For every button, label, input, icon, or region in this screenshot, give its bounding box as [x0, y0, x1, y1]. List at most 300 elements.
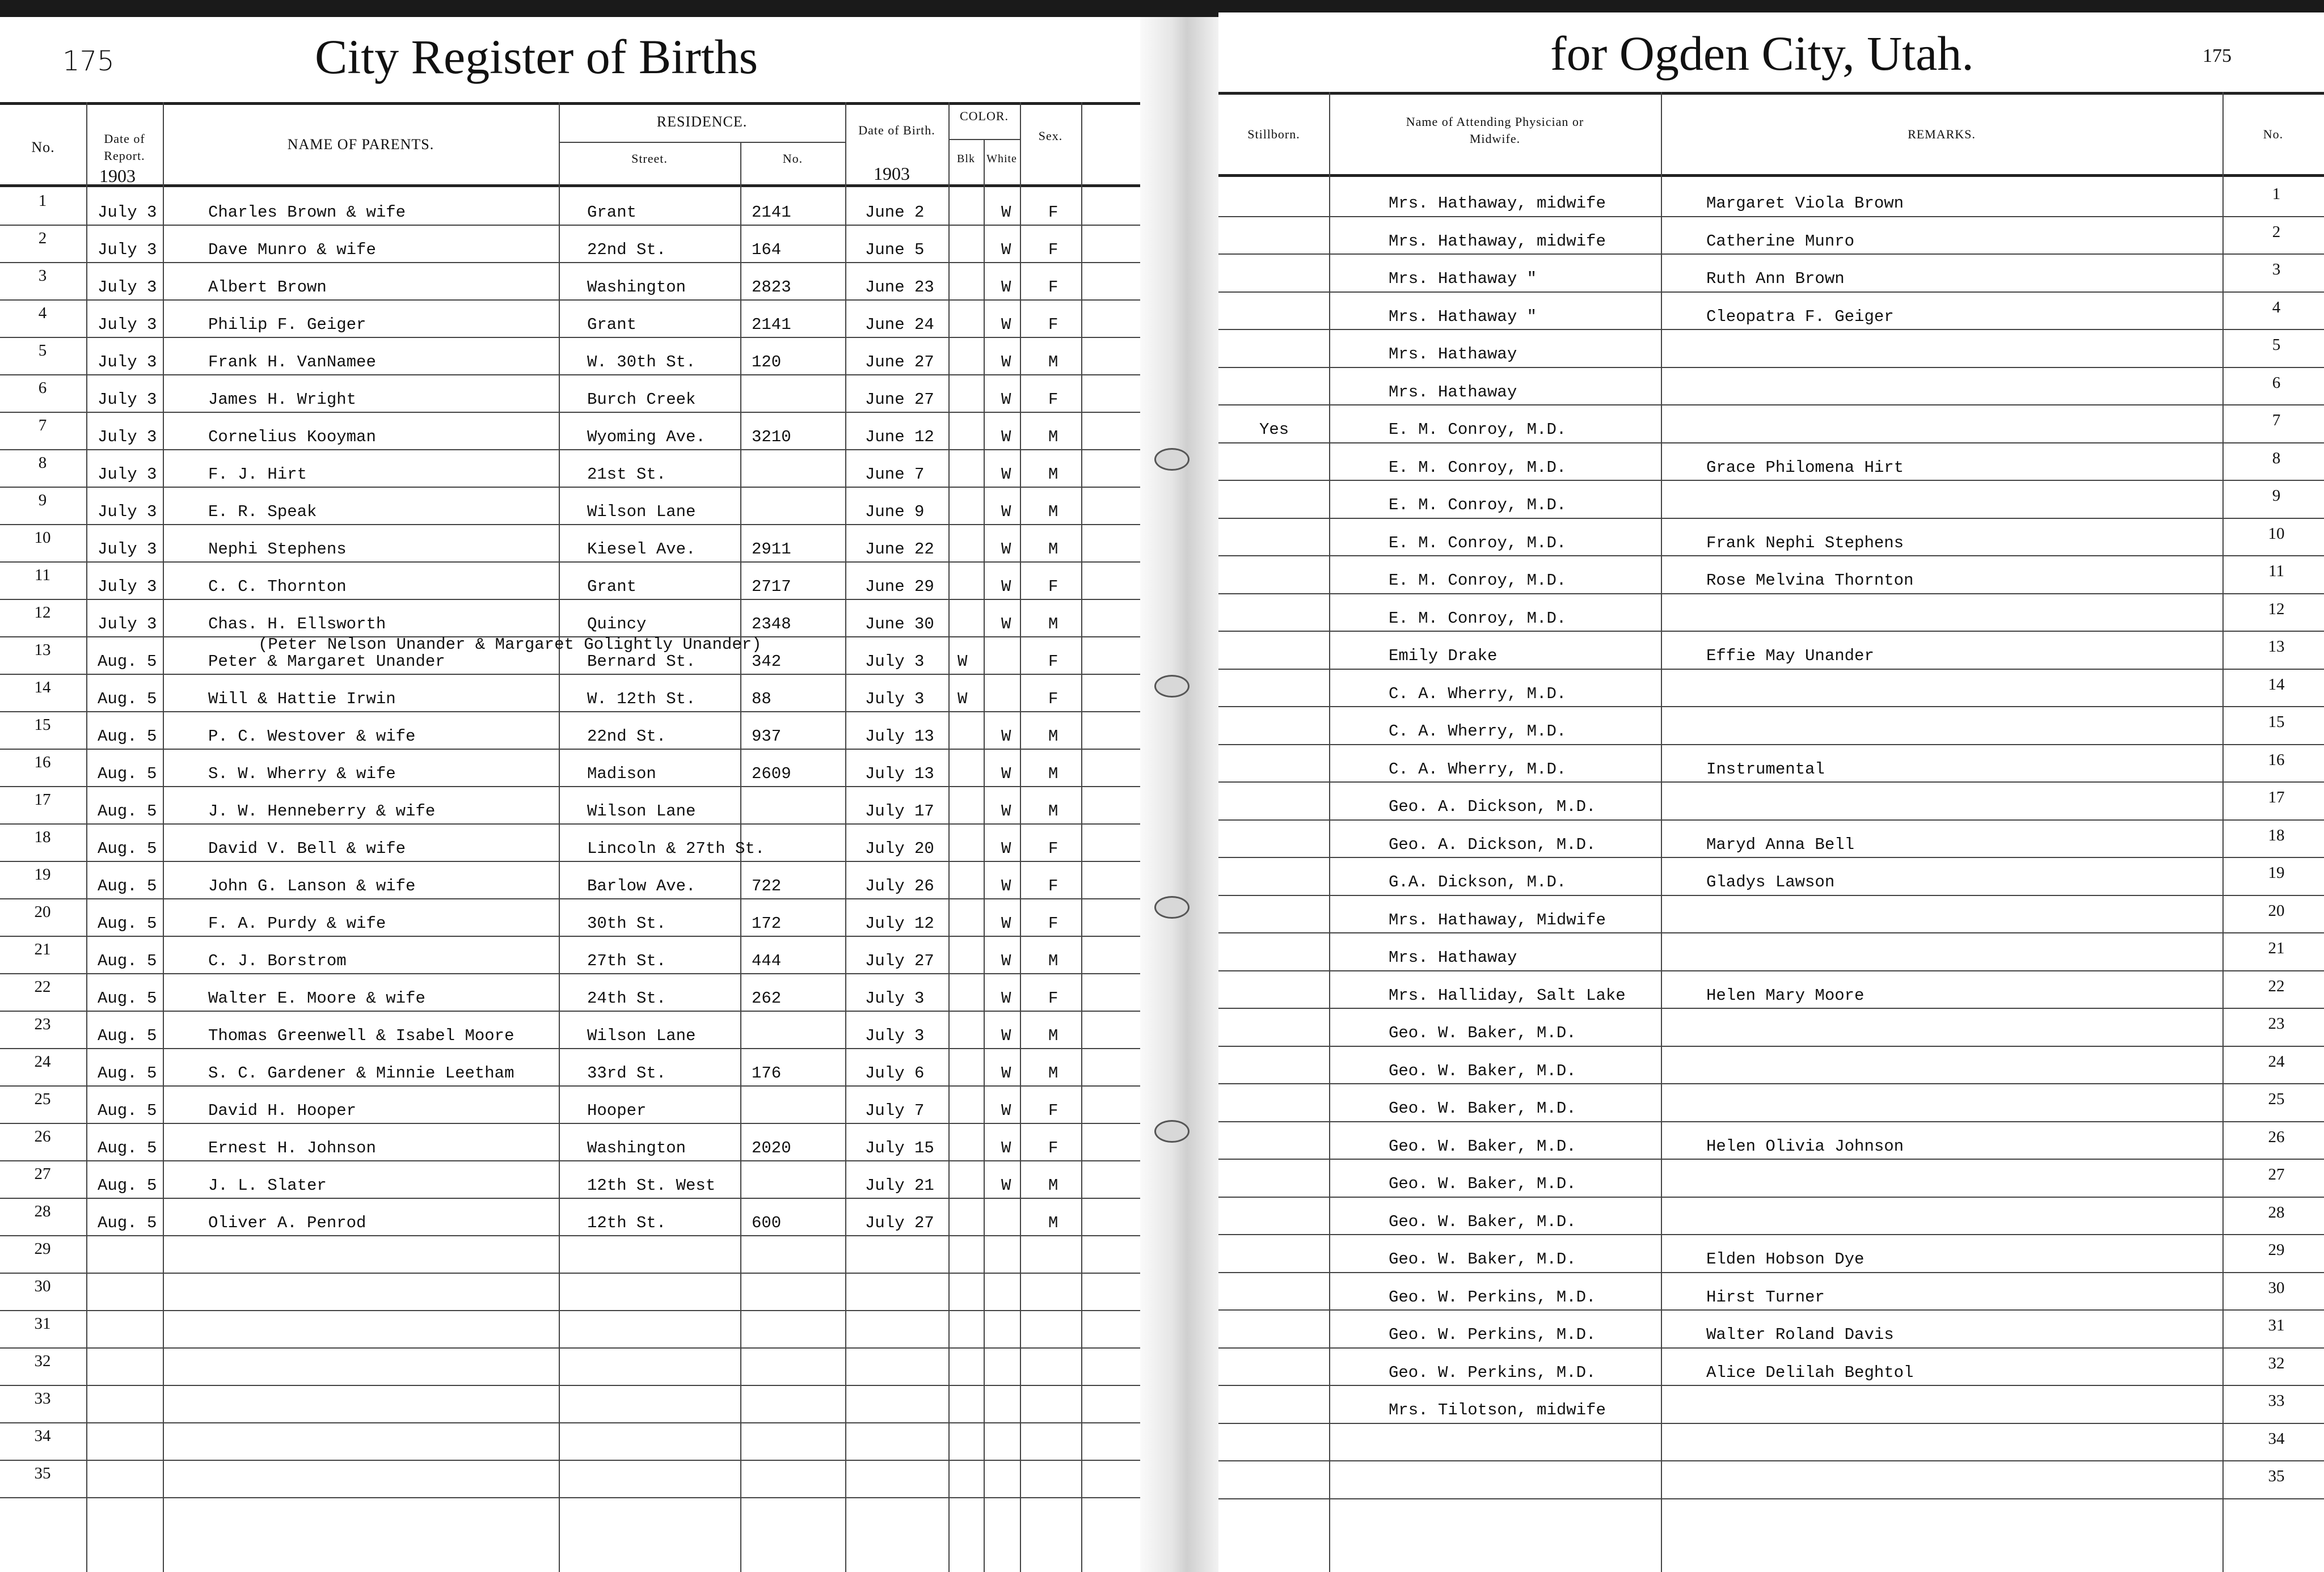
- residence-street: Wyoming Ave.: [587, 428, 706, 446]
- col-header-name-of-parents: NAME OF PARENTS.: [287, 136, 435, 153]
- page-title-left: City Register of Births: [315, 29, 758, 84]
- row-number: 10: [2268, 524, 2285, 543]
- table-row: [0, 337, 1140, 374]
- row-number: 12: [34, 603, 51, 622]
- table-row: [0, 561, 1140, 599]
- header-top-rule: [1218, 92, 2324, 95]
- table-row: [1218, 1083, 2324, 1121]
- col-header-res-no: No.: [782, 151, 803, 166]
- birth-date: June 2: [865, 203, 925, 222]
- residence-number: 722: [752, 877, 782, 895]
- birth-date: June 27: [865, 353, 934, 371]
- parents-name: Nephi Stephens: [208, 540, 347, 559]
- report-date: Aug. 5: [98, 952, 157, 970]
- attending-physician: Geo. W. Baker, M.D.: [1389, 1024, 1576, 1042]
- birth-date: July 20: [865, 839, 934, 858]
- report-date: Aug. 5: [98, 690, 157, 708]
- parents-name: C. C. Thornton: [208, 577, 347, 596]
- residence-number: 444: [752, 952, 782, 970]
- table-row: [0, 225, 1140, 262]
- sex: F: [1048, 652, 1058, 671]
- attending-physician: Mrs. Hathaway, midwife: [1389, 231, 1606, 251]
- parents-name: J. W. Henneberry & wife: [208, 802, 436, 821]
- birth-date: June 23: [865, 278, 934, 297]
- table-row: [0, 711, 1140, 749]
- table-row: [0, 524, 1140, 561]
- report-date: Aug. 5: [98, 1026, 157, 1045]
- birth-date: July 27: [865, 1214, 934, 1232]
- table-row: [1218, 1234, 2324, 1271]
- row-number: 23: [34, 1015, 51, 1033]
- residence-number: 164: [752, 240, 782, 259]
- book-gutter: [1140, 17, 1218, 1572]
- report-date: Aug. 5: [98, 1176, 157, 1195]
- table-row: [1218, 1309, 2324, 1347]
- row-number: 24: [2268, 1052, 2285, 1071]
- color-white: W: [1001, 278, 1011, 297]
- row-number: 4: [2272, 298, 2281, 316]
- printed-page-number: 175: [2203, 45, 2232, 66]
- report-date: Aug. 5: [98, 1101, 157, 1120]
- table-row: [0, 1198, 1140, 1235]
- attending-physician: Geo. W. Perkins, M.D.: [1389, 1287, 1596, 1307]
- row-number: 28: [2268, 1203, 2285, 1222]
- parents-name: C. J. Borstrom: [208, 952, 347, 970]
- table-row: [1218, 857, 2324, 894]
- table-row: [0, 1460, 1140, 1497]
- row-number: 19: [34, 865, 51, 884]
- remarks: Catherine Munro: [1706, 231, 1855, 251]
- report-date: July 3: [98, 315, 157, 334]
- table-row: [0, 1347, 1140, 1385]
- residence-street: Burch Creek: [587, 390, 696, 409]
- birth-date: June 5: [865, 240, 925, 259]
- color-white: W: [1001, 465, 1011, 484]
- row-number: 6: [2272, 373, 2281, 392]
- col-header-stillborn: Stillborn.: [1247, 127, 1300, 141]
- residence-street: Quincy: [587, 615, 647, 633]
- color-white: W: [1001, 390, 1011, 409]
- row-number: 21: [34, 940, 51, 958]
- residence-street: 27th St.: [587, 952, 667, 970]
- sex: F: [1048, 1101, 1058, 1120]
- table-row: [1218, 669, 2324, 706]
- attending-physician: Mrs. Hathaway: [1389, 345, 1517, 364]
- table-row: [1218, 178, 2324, 215]
- row-number: 32: [34, 1352, 51, 1370]
- remarks: Helen Mary Moore: [1706, 986, 1865, 1005]
- table-row: [0, 898, 1140, 936]
- page-title-right: for Ogden City, Utah.: [1550, 26, 1974, 81]
- row-number: 34: [34, 1427, 51, 1445]
- row-number: 16: [2268, 750, 2285, 769]
- row-number: 35: [2268, 1467, 2285, 1485]
- table-row: [1218, 216, 2324, 253]
- parents-name: P. C. Westover & wife: [208, 727, 416, 746]
- residence-number: 3210: [752, 428, 791, 446]
- sex: M: [1048, 1176, 1058, 1195]
- attending-physician: E. M. Conroy, M.D.: [1389, 533, 1567, 552]
- birth-year: 1903: [874, 163, 910, 184]
- parents-name: Walter E. Moore & wife: [208, 989, 425, 1008]
- attending-physician: Mrs. Hathaway, midwife: [1389, 194, 1606, 213]
- attending-physician: E. M. Conroy, M.D.: [1389, 571, 1567, 590]
- table-row: [0, 1085, 1140, 1123]
- table-row: [0, 1385, 1140, 1422]
- sex: F: [1048, 390, 1058, 409]
- residence-number: 2609: [752, 764, 791, 783]
- color-white: W: [1001, 1101, 1011, 1120]
- residence-street: Barlow Ave.: [587, 877, 696, 895]
- row-number: 27: [34, 1165, 51, 1183]
- table-row: [0, 861, 1140, 898]
- report-date: July 3: [98, 502, 157, 521]
- table-row: [1218, 404, 2324, 442]
- col-header-blk: Blk: [957, 153, 975, 165]
- birth-date: July 7: [865, 1101, 925, 1120]
- parents-name: Peter & Margaret Unander: [208, 652, 445, 671]
- table-row: [0, 262, 1140, 299]
- report-date: Aug. 5: [98, 1064, 157, 1083]
- col-header-color: COLOR.: [959, 109, 1009, 123]
- table-row: [1218, 895, 2324, 932]
- attending-physician: Mrs. Hathaway ": [1389, 269, 1537, 288]
- birth-date: June 22: [865, 540, 934, 559]
- table-row: [0, 374, 1140, 412]
- row-number: 6: [38, 379, 47, 397]
- table-row: [1218, 555, 2324, 593]
- sex: M: [1048, 465, 1058, 484]
- col-header-white: White: [986, 153, 1017, 165]
- parents-name: F. A. Purdy & wife: [208, 914, 386, 933]
- residence-number: 2141: [752, 315, 791, 334]
- row-number: 18: [2268, 826, 2285, 844]
- col-header-date-of-birth: Date of Birth.: [858, 123, 935, 137]
- table-row: [0, 749, 1140, 786]
- parents-name: Oliver A. Penrod: [208, 1214, 366, 1232]
- parents-name: Philip F. Geiger: [208, 315, 366, 334]
- sex: M: [1048, 1064, 1058, 1083]
- attending-physician: Geo. W. Baker, M.D.: [1389, 1061, 1576, 1080]
- residence-number: 262: [752, 989, 782, 1008]
- binding-hole: [1154, 675, 1190, 698]
- parents-name: E. R. Speak: [208, 502, 317, 521]
- table-row: [0, 1123, 1140, 1160]
- color-white: W: [1001, 1139, 1011, 1157]
- parents-name: David H. Hooper: [208, 1101, 357, 1120]
- birth-date: June 24: [865, 315, 934, 334]
- residence-street: Washington: [587, 278, 686, 297]
- row-number: 25: [34, 1090, 51, 1108]
- right-page: [1218, 12, 2324, 1572]
- remarks: Maryd Anna Bell: [1706, 835, 1855, 854]
- stillborn: Yes: [1259, 420, 1289, 439]
- row-number: 2: [38, 229, 47, 247]
- row-number: 15: [34, 716, 51, 734]
- birth-date: July 12: [865, 914, 934, 933]
- color-white: W: [1001, 615, 1011, 633]
- report-date: Aug. 5: [98, 839, 157, 858]
- binding-hole: [1154, 448, 1190, 471]
- binding-hole: [1154, 896, 1190, 919]
- birth-date: June 9: [865, 502, 925, 521]
- row-number: 1: [2272, 185, 2281, 203]
- col-header-physician: Name of Attending Physician or Midwife.: [1406, 115, 1584, 146]
- residence-street: 21st St.: [587, 465, 667, 484]
- row-number: 29: [2268, 1241, 2285, 1259]
- color-white: W: [1001, 1064, 1011, 1083]
- birth-date: June 29: [865, 577, 934, 596]
- attending-physician: C. A. Wherry, M.D.: [1389, 722, 1567, 741]
- report-date: July 3: [98, 278, 157, 297]
- parents-name: Will & Hattie Irwin: [208, 690, 396, 708]
- row-number: 24: [34, 1053, 51, 1071]
- residence-street: Wilson Lane: [587, 802, 696, 821]
- parents-name: Thomas Greenwell & Isabel Moore: [208, 1026, 514, 1045]
- residence-street: Wilson Lane: [587, 502, 696, 521]
- birth-date: June 12: [865, 428, 934, 446]
- binding-hole: [1154, 1120, 1190, 1143]
- attending-physician: C. A. Wherry, M.D.: [1389, 759, 1567, 779]
- attending-physician: Mrs. Halliday, Salt Lake: [1389, 986, 1626, 1005]
- table-row: [1218, 593, 2324, 631]
- row-number: 5: [38, 341, 47, 360]
- row-number: 28: [34, 1202, 51, 1220]
- residence-street: 12th St. West: [587, 1176, 716, 1195]
- remarks: Cleopatra F. Geiger: [1706, 307, 1894, 326]
- remarks: Rose Melvina Thornton: [1706, 571, 1914, 590]
- birth-date: July 3: [865, 690, 925, 708]
- sex: F: [1048, 914, 1058, 933]
- header-bottom-rule: [1218, 174, 2324, 177]
- report-date: Aug. 5: [98, 1139, 157, 1157]
- residence-street: 22nd St.: [587, 727, 667, 746]
- residence-street: 30th St.: [587, 914, 667, 933]
- table-row: [1218, 1046, 2324, 1083]
- residence-street: 33rd St.: [587, 1064, 667, 1083]
- col-header-street: Street.: [631, 151, 668, 166]
- color-white: W: [1001, 577, 1011, 596]
- sex: F: [1048, 839, 1058, 858]
- table-row: [1218, 1197, 2324, 1234]
- handwritten-page-number: 175: [62, 45, 115, 77]
- birth-date: July 17: [865, 802, 934, 821]
- table-row: [0, 786, 1140, 823]
- row-number: 11: [35, 566, 50, 584]
- row-number: 2: [2272, 222, 2281, 241]
- birth-date: June 7: [865, 465, 925, 484]
- color-white: W: [1001, 802, 1011, 821]
- report-date: July 3: [98, 203, 157, 222]
- sex: F: [1048, 1139, 1058, 1157]
- row-number: 26: [34, 1127, 51, 1146]
- left-page: [0, 17, 1140, 1572]
- row-number: 21: [2268, 939, 2285, 957]
- color-white: W: [1001, 727, 1011, 746]
- report-date: July 3: [98, 353, 157, 371]
- residence-number: 2141: [752, 203, 791, 222]
- row-rule: [0, 1497, 1140, 1498]
- color-white: W: [1001, 952, 1011, 970]
- birth-date: July 15: [865, 1139, 934, 1157]
- parents-name: Dave Munro & wife: [208, 240, 376, 259]
- birth-date: July 13: [865, 727, 934, 746]
- table-row: [1218, 932, 2324, 970]
- row-number: 31: [34, 1315, 51, 1333]
- col-header-date-of-report: Date of Report.: [104, 132, 145, 163]
- table-row: [1218, 367, 2324, 404]
- residence-number: 2911: [752, 540, 791, 559]
- row-number: 22: [2268, 977, 2285, 995]
- col-header-remarks: REMARKS.: [1908, 127, 1976, 141]
- row-number: 31: [2268, 1316, 2285, 1334]
- col-header-no: No.: [31, 139, 55, 155]
- residence-street: 24th St.: [587, 989, 667, 1008]
- attending-physician: Geo. A. Dickson, M.D.: [1389, 835, 1596, 854]
- residence-street: Lincoln & 27th St.: [587, 839, 765, 858]
- birth-date: July 27: [865, 952, 934, 970]
- attending-physician: Mrs. Hathaway: [1389, 948, 1517, 967]
- residence-number: 120: [752, 353, 782, 371]
- report-year: 1903: [99, 166, 136, 186]
- row-number: 17: [34, 791, 51, 809]
- table-row: [0, 1048, 1140, 1085]
- attending-physician: Geo. W. Baker, M.D.: [1389, 1099, 1576, 1118]
- table-row: [0, 187, 1140, 225]
- row-number: 1: [38, 192, 47, 210]
- table-row: [0, 1160, 1140, 1198]
- row-number: 8: [2272, 449, 2281, 467]
- row-number: 19: [2268, 864, 2285, 882]
- parents-name: Chas. H. Ellsworth: [208, 615, 386, 633]
- table-row: [1218, 819, 2324, 857]
- table-row: [1218, 480, 2324, 517]
- sex: M: [1048, 540, 1058, 559]
- attending-physician: Mrs. Hathaway ": [1389, 307, 1537, 326]
- color-white: W: [1001, 203, 1011, 222]
- row-number: 20: [34, 903, 51, 921]
- table-row: [1218, 1272, 2324, 1309]
- remarks: Grace Philomena Hirt: [1706, 458, 1904, 477]
- sex: M: [1048, 428, 1058, 446]
- residence-street: Kiesel Ave.: [587, 540, 696, 559]
- color-white: W: [1001, 989, 1011, 1008]
- parents-name: John G. Lanson & wife: [208, 877, 416, 895]
- row-number: 13: [34, 641, 51, 659]
- remarks: Hirst Turner: [1706, 1287, 1825, 1307]
- residence-number: 937: [752, 727, 782, 746]
- row-number: 23: [2268, 1015, 2285, 1033]
- residence-street: Grant: [587, 315, 637, 334]
- row-number: 25: [2268, 1090, 2285, 1108]
- parents-name: Albert Brown: [208, 278, 327, 297]
- residence-street: Madison: [587, 764, 656, 783]
- attending-physician: Mrs. Hathaway, Midwife: [1389, 910, 1606, 929]
- sex: M: [1048, 353, 1058, 371]
- row-number: 26: [2268, 1127, 2285, 1146]
- row-number: 15: [2268, 713, 2285, 731]
- table-row: [0, 1310, 1140, 1347]
- col-header-sex: Sex.: [1038, 129, 1063, 143]
- table-row: [0, 1422, 1140, 1460]
- table-row: [0, 412, 1140, 449]
- remarks: Frank Nephi Stephens: [1706, 533, 1904, 552]
- sex: F: [1048, 240, 1058, 259]
- table-row: [1218, 631, 2324, 668]
- residence-number: 176: [752, 1064, 782, 1083]
- row-number: 13: [2268, 637, 2285, 656]
- report-date: July 3: [98, 428, 157, 446]
- residence-street: Hooper: [587, 1101, 647, 1120]
- residence-street: W. 12th St.: [587, 690, 696, 708]
- table-row: [0, 1235, 1140, 1273]
- row-number: 14: [34, 678, 51, 696]
- row-number: 10: [34, 529, 51, 547]
- table-row: [0, 1273, 1140, 1310]
- sex: M: [1048, 764, 1058, 783]
- attending-physician: Geo. W. Baker, M.D.: [1389, 1250, 1576, 1269]
- residence-number: 342: [752, 652, 782, 671]
- attending-physician: Geo. W. Baker, M.D.: [1389, 1174, 1576, 1193]
- color-white: W: [1001, 353, 1011, 371]
- table-row: [0, 936, 1140, 973]
- row-number: 34: [2268, 1429, 2285, 1448]
- table-row: [1218, 1008, 2324, 1045]
- row-number: 20: [2268, 901, 2285, 920]
- remarks: Walter Roland Davis: [1706, 1325, 1894, 1344]
- row-number: 18: [34, 828, 51, 846]
- residence-street: Bernard St.: [587, 652, 696, 671]
- row-number: 27: [2268, 1165, 2285, 1184]
- remarks: Alice Delilah Beghtol: [1706, 1363, 1914, 1382]
- parents-name: S. W. Wherry & wife: [208, 764, 396, 783]
- residence-street: 12th St.: [587, 1214, 667, 1232]
- report-date: July 3: [98, 465, 157, 484]
- row-number: 4: [38, 304, 47, 322]
- row-number: 9: [2272, 487, 2281, 505]
- table-row: [0, 823, 1140, 861]
- table-row: [1218, 970, 2324, 1008]
- row-number: 7: [38, 416, 47, 434]
- attending-physician: E. M. Conroy, M.D.: [1389, 496, 1567, 514]
- birth-date: July 3: [865, 652, 925, 671]
- sex: M: [1048, 1026, 1058, 1045]
- table-row: [1218, 1460, 2324, 1498]
- table-row: [1218, 291, 2324, 329]
- report-date: July 3: [98, 240, 157, 259]
- birth-date: June 27: [865, 390, 934, 409]
- row-number: 30: [2268, 1278, 2285, 1297]
- residence-number: 2823: [752, 278, 791, 297]
- parents-name: F. J. Hirt: [208, 465, 307, 484]
- table-row: [0, 449, 1140, 487]
- remarks: Elden Hobson Dye: [1706, 1250, 1865, 1269]
- row-number: 29: [34, 1240, 51, 1258]
- attending-physician: Geo. A. Dickson, M.D.: [1389, 797, 1596, 816]
- residence-number: 2348: [752, 615, 791, 633]
- sex: F: [1048, 690, 1058, 708]
- color-white: W: [1001, 540, 1011, 559]
- residence-street: W. 30th St.: [587, 353, 696, 371]
- row-number: 7: [2272, 411, 2281, 429]
- birth-date: July 3: [865, 989, 925, 1008]
- attending-physician: E. M. Conroy, M.D.: [1389, 608, 1567, 628]
- color-white: W: [1001, 428, 1011, 446]
- report-date: Aug. 5: [98, 802, 157, 821]
- attending-physician: C. A. Wherry, M.D.: [1389, 684, 1567, 703]
- residence-number: 172: [752, 914, 782, 933]
- parents-name: J. L. Slater: [208, 1176, 327, 1195]
